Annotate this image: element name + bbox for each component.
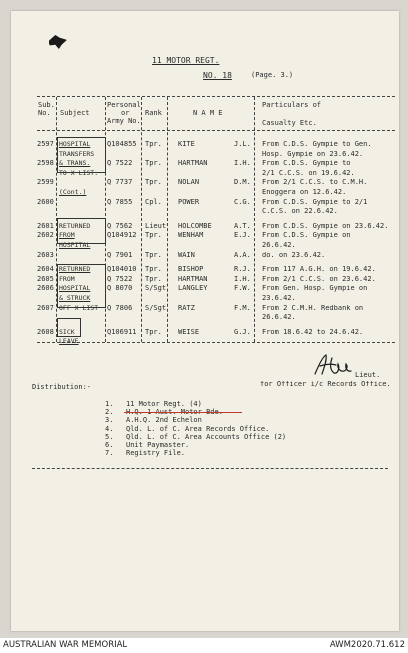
row-particulars: Hosp. Gympie on 23.6.42.	[262, 150, 364, 158]
col-header-particulars: Particulars of	[262, 101, 322, 109]
row-subject: RETURNED	[59, 266, 91, 273]
row-sub-no: 2608	[37, 327, 54, 336]
distribution-item-number: 5.	[105, 432, 114, 441]
row-sub-no: 2604	[37, 265, 54, 274]
distribution-item-number: 3.	[105, 416, 114, 425]
subject-box-hospital-transfers	[57, 137, 106, 173]
row-name: POWER	[178, 197, 200, 206]
row-particulars: From 2/1 C.C.S. on 23.6.42.	[262, 275, 376, 283]
header-bottom-rule	[37, 130, 395, 131]
row-rank: Tpr.	[145, 140, 162, 148]
subject-box-returned-struck-off	[57, 264, 106, 308]
row-sub-no: 2605	[37, 274, 54, 283]
row-initials: I.H.	[234, 274, 251, 283]
row-name: LANGLEY	[178, 284, 208, 293]
row-particulars: Enoggera on 12.6.42.	[262, 189, 347, 196]
row-subject: HOSPITAL	[59, 141, 91, 148]
row-army-no: Q 7522	[107, 159, 133, 168]
col-header-subject: Subject	[60, 109, 90, 117]
row-name: WAIN	[178, 250, 195, 259]
col-header-army-no: Army No.	[107, 117, 141, 125]
row-sub-no: 2602	[37, 231, 54, 240]
distribution-label: Distribution:-	[32, 383, 92, 391]
distribution-item: Qld. L. of C. Area Accounts Office (2)	[126, 432, 287, 441]
row-subject: RETURNED	[59, 222, 91, 230]
row-army-no: Q106911	[107, 327, 137, 336]
distribution-item-number: 4.	[105, 424, 114, 433]
row-particulars: C.C.S. on 22.6.42.	[262, 208, 338, 216]
footer-accession-number: AWM2020.71.612	[329, 640, 405, 650]
row-rank: Tpr.	[145, 178, 162, 187]
distribution-item: Registry File.	[126, 449, 186, 458]
row-initials: I.H.	[234, 159, 251, 168]
distribution-item: Qld. L. of C. Area Records Office.	[126, 424, 270, 433]
distribution-item-number: 2.	[105, 408, 114, 417]
punch-hole	[49, 35, 67, 49]
row-rank: S/Sgt	[145, 303, 167, 312]
subject-box-returned-from-hospital	[57, 218, 106, 244]
row-particulars: From C.D.S. Gympie on	[262, 232, 351, 240]
row-army-no: Q 7737	[107, 178, 133, 187]
row-particulars: do. on 23.6.42.	[262, 251, 326, 259]
col-header-personal: Personal	[107, 101, 141, 109]
row-subject: & TRANS.	[59, 160, 91, 167]
row-sub-no: 2598	[37, 159, 54, 168]
row-initials: F.M.	[234, 303, 251, 312]
row-name: WENHAM	[178, 231, 204, 240]
col-header-name: N A M E	[193, 109, 223, 117]
distribution-item: H.Q. 1 Aust. Motor Bde.	[126, 408, 223, 417]
row-subject: TRANSFERS	[59, 150, 95, 158]
footer-institution: AUSTRALIAN WAR MEMORIAL	[3, 640, 128, 650]
row-particulars: From 18.6.42 to 24.6.42.	[262, 328, 364, 336]
row-subject: HOSPITAL	[59, 285, 91, 292]
page-number: (Page. 3.)	[251, 71, 294, 79]
row-particulars: From C.D.S. Gympie to Gen.	[262, 141, 372, 148]
row-subject: & STRUCK	[59, 295, 91, 302]
row-initials: A.A.	[234, 250, 251, 259]
col-header-no: No.	[38, 109, 51, 117]
row-particulars: From 2/1 C.C.S. to C.M.H.	[262, 179, 368, 187]
row-initials: F.W.	[234, 284, 251, 293]
row-army-no: Q 7855	[107, 197, 133, 206]
row-rank: Tpr.	[145, 274, 162, 283]
distribution-item-number: 6.	[105, 441, 114, 449]
col-header-or: or	[121, 109, 130, 117]
row-subject: SICK	[59, 328, 75, 336]
bottom-rule	[32, 468, 388, 469]
red-underline	[124, 412, 242, 413]
row-particulars: 2/1 C.C.S. on 19.6.42.	[262, 169, 355, 177]
row-initials: G.J.	[234, 327, 251, 336]
row-initials: C.G.	[234, 197, 251, 206]
row-subject: LEAVE	[59, 338, 79, 345]
archive-footer	[0, 638, 408, 653]
row-subject: FROM	[59, 275, 75, 283]
distribution-item-number: 1.	[105, 400, 114, 408]
col-header-casualty: Casualty Etc.	[262, 119, 317, 127]
col-divider-5	[254, 97, 255, 342]
distribution-item: Unit Paymaster.	[126, 441, 190, 449]
row-army-no: Q104855	[107, 140, 137, 148]
row-rank: Tpr.	[145, 250, 162, 259]
row-subject: (Cont.)	[59, 189, 87, 196]
row-name: NOLAN	[178, 178, 200, 187]
row-name: HOLCOMBE	[178, 221, 212, 230]
distribution-item-number: 7.	[105, 449, 114, 458]
row-army-no: Q 7901	[107, 250, 133, 259]
row-name: WEISE	[178, 327, 200, 336]
row-particulars: From C.D.S. Gympie to	[262, 160, 351, 168]
distribution-item: 11 Motor Regt. (4)	[126, 400, 202, 408]
subject-box-sick-leave	[57, 318, 81, 337]
row-particulars: 26.6.42.	[262, 314, 296, 322]
row-army-no: Q 7562	[107, 221, 133, 230]
row-army-no: Q104912	[107, 231, 137, 240]
document-number: NO. 18	[203, 71, 232, 80]
row-initials: J.L.	[234, 140, 251, 148]
row-particulars: From 2 C.M.H. Redbank on	[262, 304, 364, 312]
row-particulars: From Gen. Hosp. Gympie on	[262, 285, 368, 293]
row-sub-no: 2606	[37, 284, 54, 293]
col-header-rank: Rank	[145, 109, 162, 117]
row-rank: Tpr.	[145, 231, 162, 240]
row-rank: Tpr.	[145, 265, 162, 274]
row-rank: Tpr.	[145, 159, 162, 168]
row-particulars: From C.D.S. Gympie on 23.6.42.	[262, 222, 389, 230]
row-subject: FROM	[59, 232, 75, 239]
row-name: HARTMAN	[178, 159, 208, 168]
row-subject: HOSPITAL	[59, 242, 91, 249]
row-subject: OFF X LIST	[59, 304, 99, 312]
row-initials: D.M.	[234, 178, 251, 187]
row-particulars: 23.6.42.	[262, 295, 296, 302]
row-subject: TO X LIST.	[59, 169, 99, 177]
row-sub-no: 2597	[37, 140, 54, 148]
row-sub-no: 2607	[37, 303, 54, 312]
signature-for-officer: for Officer i/c Records Office.	[260, 381, 391, 388]
row-sub-no: 2600	[37, 197, 54, 206]
unit-title: 11 MOTOR REGT.	[152, 56, 220, 65]
col-divider-4	[167, 97, 168, 342]
row-rank: Tpr.	[145, 327, 162, 336]
row-rank: S/Sgt	[145, 284, 167, 293]
row-particulars: From 117 A.G.H. on 19.6.42.	[262, 266, 376, 274]
row-army-no: Q 7522	[107, 274, 133, 283]
row-name: BISHOP	[178, 265, 204, 274]
col-divider-3	[141, 97, 142, 342]
row-rank: Lieut	[145, 221, 167, 230]
distribution-item: A.H.Q. 2nd Echelon	[126, 416, 202, 425]
row-particulars: 26.6.42.	[262, 242, 296, 249]
row-initials: R.J.	[234, 265, 251, 274]
row-particulars: From C.D.S. Gympie to 2/1	[262, 198, 368, 206]
table-top-rule	[37, 96, 395, 97]
row-sub-no: 2601	[37, 221, 54, 230]
row-sub-no: 2603	[37, 250, 54, 259]
row-name: RATZ	[178, 303, 195, 312]
row-army-no: Q104010	[107, 265, 137, 274]
row-army-no: Q 8070	[107, 284, 133, 293]
handwritten-signature	[312, 352, 352, 378]
row-rank: Cpl.	[145, 197, 162, 206]
signature-rank: Lieut.	[355, 371, 381, 379]
row-initials: E.J.	[234, 231, 251, 240]
col-header-sub: Sub.	[38, 101, 55, 109]
row-sub-no: 2599	[37, 178, 54, 187]
row-name: HARTMAN	[178, 274, 208, 283]
row-initials: A.T.	[234, 221, 251, 230]
row-army-no: Q 7806	[107, 303, 133, 312]
row-name: KITE	[178, 140, 195, 148]
